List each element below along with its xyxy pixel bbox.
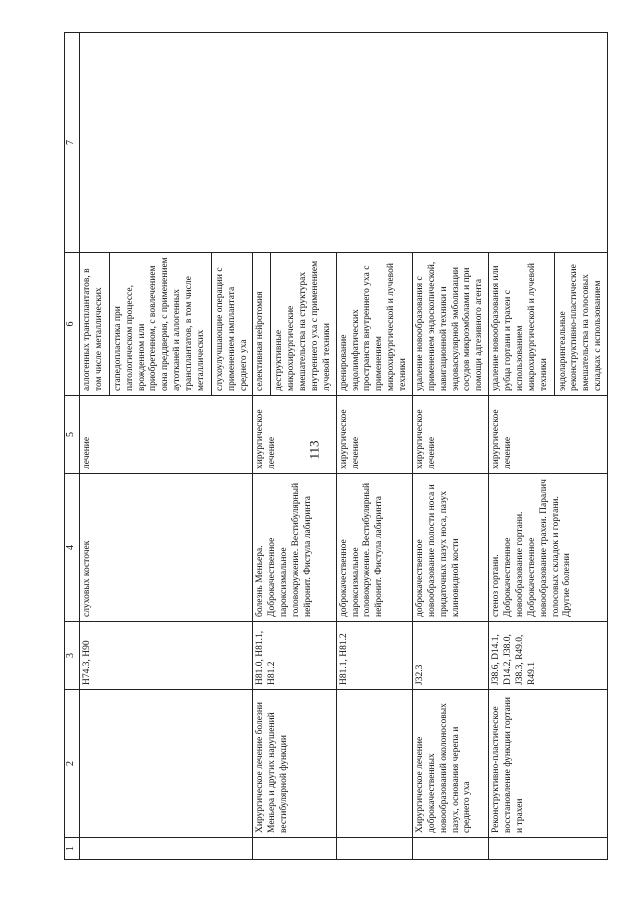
method-item: селективная нейротомия: [255, 291, 266, 391]
method-item: эндоларингеальные реконструктивно-пластические вмешательства на голосовых складках с использованием: [554, 253, 606, 395]
cell-treatment: лечение: [80, 396, 253, 474]
cell-diagnosis: стеноз гортани. Доброкачественное новообразование гортани. Доброкачественное новообразование трахеи. Паралич голосовых складок и гортани. Другие болезни: [489, 474, 608, 622]
cell-diagnosis: болезнь Меньера. Доброкачественное пароксизмальное головокружение. Вестибулярный нейронит. Фистула лабиринта: [253, 474, 336, 622]
method-item: слухоулучшающие операции с применением имплантата среднего уха: [211, 253, 251, 395]
cell-name: [336, 690, 412, 838]
cell-methods: [489, 253, 608, 396]
cell-treatment: хирургическое лечение: [336, 396, 412, 474]
column-header: 5: [65, 396, 80, 474]
page-number: 113: [306, 440, 322, 460]
procedures-table: [64, 32, 608, 860]
cell-treatment: хирургическое лечение: [253, 396, 336, 474]
cell-number: [80, 838, 253, 860]
column-header: 4: [65, 474, 80, 622]
cell-methods: [412, 253, 488, 396]
cell-codes: H74.3, H90: [80, 622, 253, 690]
method-item: деструктивные микрохирургические вмешательства на структурах внутреннего уха с применением лучевой техники: [270, 253, 333, 395]
cell-empty: [80, 33, 608, 253]
cell-codes: H81.0, H81.1, H81.2: [253, 622, 336, 690]
cell-number: [489, 838, 608, 860]
column-header: 1: [65, 838, 80, 860]
method-item: удаление новообразования или рубца гортани и трахеи с использованием микрохирургической и лучевой техники: [491, 263, 549, 391]
cell-diagnosis: доброкачественное пароксизмальное головокружение. Вестибулярный нейронит. Фистула лабиринта: [336, 474, 412, 622]
method-item: дренирование эндолимфатических пространств внутреннего уха с применением микрохирургической и лучевой техники: [338, 263, 408, 391]
cell-methods: [253, 253, 336, 396]
column-header: 6: [65, 253, 80, 396]
cell-codes: J32.3: [412, 622, 488, 690]
cell-codes: J38.6, D14.1, D14.2, J38.0, J38.3, R49.0, R49.1: [489, 622, 608, 690]
column-header: 7: [65, 33, 80, 253]
cell-codes: H81.1, H81.2: [336, 622, 412, 690]
cell-name: Хирургическое лечение болезни Меньера и других нарушений вестибулярной функции: [253, 690, 336, 838]
method-item: стапедопластика при патологическом процессе, врожденном или приобретенном, с вовлечением окна преддверия, с применением аутотканей и аллогенных трансплантатов, в том числе металлических: [109, 253, 208, 395]
cell-number: [336, 838, 412, 860]
cell-treatment: хирургическое лечение: [412, 396, 488, 474]
cell-diagnosis: доброкачественное новообразование полости носа и придаточных пазух носа, пазух клиновидной кости: [412, 474, 488, 622]
column-header: 2: [65, 690, 80, 838]
table-container: [64, 33, 640, 851]
table-row: [80, 33, 253, 860]
cell-methods: [80, 253, 253, 396]
header-row: [65, 33, 80, 860]
cell-methods: [336, 253, 412, 396]
column-header: 3: [65, 622, 80, 690]
method-item: удаление новообразования с применением эндоскопической, навигационной техники и эндоваскулярной эмболизации сосудов микроэмболами и при помощи адгезивного агента: [414, 261, 485, 391]
cell-number: [412, 838, 488, 860]
method-item: аллогенных трансплантатов, в том числе металлических: [82, 268, 104, 391]
cell-number: [253, 838, 336, 860]
cell-diagnosis: слуховых косточек: [80, 474, 253, 622]
cell-name: Хирургическое лечение доброкачественных новообразований околоносовых пазух, основания черепа и среднего уха: [412, 690, 488, 838]
cell-name: [80, 690, 253, 838]
cell-name: Реконструктивно-пластическое восстановление функции гортани и трахеи: [489, 690, 608, 838]
cell-treatment: хирургическое лечение: [489, 396, 608, 474]
